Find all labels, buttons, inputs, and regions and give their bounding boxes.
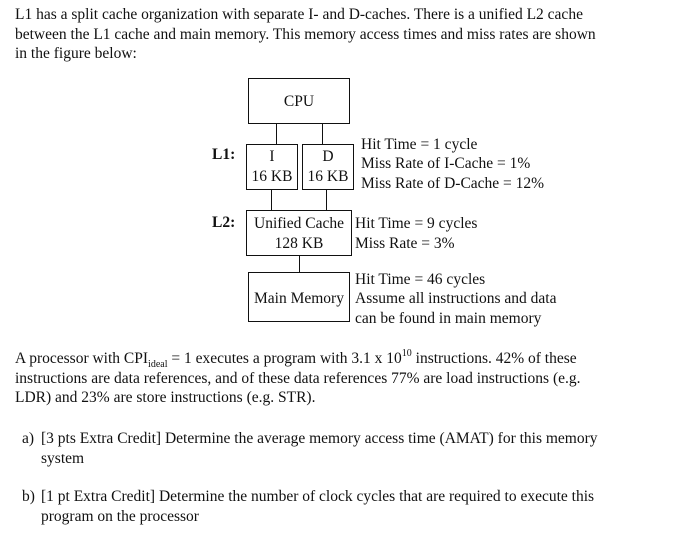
main-memory-box: [248, 272, 350, 322]
question-a-body: [41, 429, 662, 468]
icache-name: I: [269, 148, 275, 165]
main-memory-name: Main Memory: [254, 290, 344, 307]
question-b-line-2: program on the processor: [41, 507, 199, 525]
l2-hit-time: Hit Time = 9 cycles: [355, 215, 478, 232]
intro-line-1: L1 has a split cache organization with separate I- and D-caches. There is a unified L2 cache: [15, 6, 583, 23]
processor-text-c: instructions. 42% of these: [411, 350, 577, 367]
l1-miss-rate-dcache: Miss Rate of D-Cache = 12%: [361, 175, 545, 192]
cpu-label: CPU: [283, 93, 315, 110]
question-b-line-1: [1 pt Extra Credit] Determine the number of clock cycles that are required to execute this: [41, 488, 595, 505]
intro-line-3: in the figure below:: [15, 45, 137, 62]
cpi-subscript: ideal: [148, 359, 168, 371]
processor-text-b: = 1 executes a program with 3.1 x 10: [167, 350, 402, 367]
question-b: [22, 487, 662, 526]
question-b-body: [41, 487, 662, 526]
question-a: [22, 429, 662, 468]
exponent-superscript: 10: [401, 347, 412, 359]
connector-cpu-icache: [276, 124, 277, 145]
l2-cache-size: 128 KB: [274, 235, 324, 252]
intro-line-2: between the L1 cache and main memory. This memory access times and miss rates are shown: [15, 25, 596, 43]
l2-cache-name: Unified Cache: [254, 215, 344, 232]
l1-hit-time: Hit Time = 1 cycle: [361, 136, 478, 153]
question-a-line-1: [3 pts Extra Credit] Determine the average memory access time (AMAT) for this memory: [41, 430, 598, 447]
memory-note-line-1: Assume all instructions and data: [355, 290, 557, 307]
icache-box: [246, 144, 298, 190]
memory-note-line-2: can be found in main memory: [355, 310, 542, 327]
l1-miss-rate-icache: Miss Rate of I-Cache = 1%: [361, 155, 531, 172]
dcache-size: 16 KB: [307, 168, 349, 185]
l2-miss-rate: Miss Rate = 3%: [355, 235, 455, 252]
memory-hit-time: Hit Time = 46 cycles: [355, 271, 486, 288]
processor-line-1: [15, 349, 665, 369]
dcache-name: D: [322, 148, 334, 165]
processor-line-2: instructions are data references, and of these data references 77% are load instructions (e.g.: [15, 369, 581, 387]
connector-cpu-dcache: [322, 124, 323, 145]
processor-line-3: LDR) and 23% are store instructions (e.g. STR).: [15, 389, 316, 406]
cpu-box: [248, 78, 350, 124]
l2-label: L2:: [212, 214, 236, 231]
processor-text-a: A processor with CPI: [15, 350, 149, 367]
connector-icache-l2: [271, 190, 272, 210]
connector-dcache-l2: [326, 190, 327, 210]
icache-size: 16 KB: [251, 168, 293, 185]
processor-paragraph: [15, 349, 665, 408]
connector-l2-memory: [299, 256, 300, 272]
l2-cache-box: [246, 210, 352, 256]
question-a-line-2: system: [41, 449, 85, 467]
dcache-box: [302, 144, 354, 190]
question-a-tag: a): [22, 430, 35, 447]
l1-label: L1:: [212, 146, 236, 163]
question-b-tag: b): [22, 488, 35, 505]
